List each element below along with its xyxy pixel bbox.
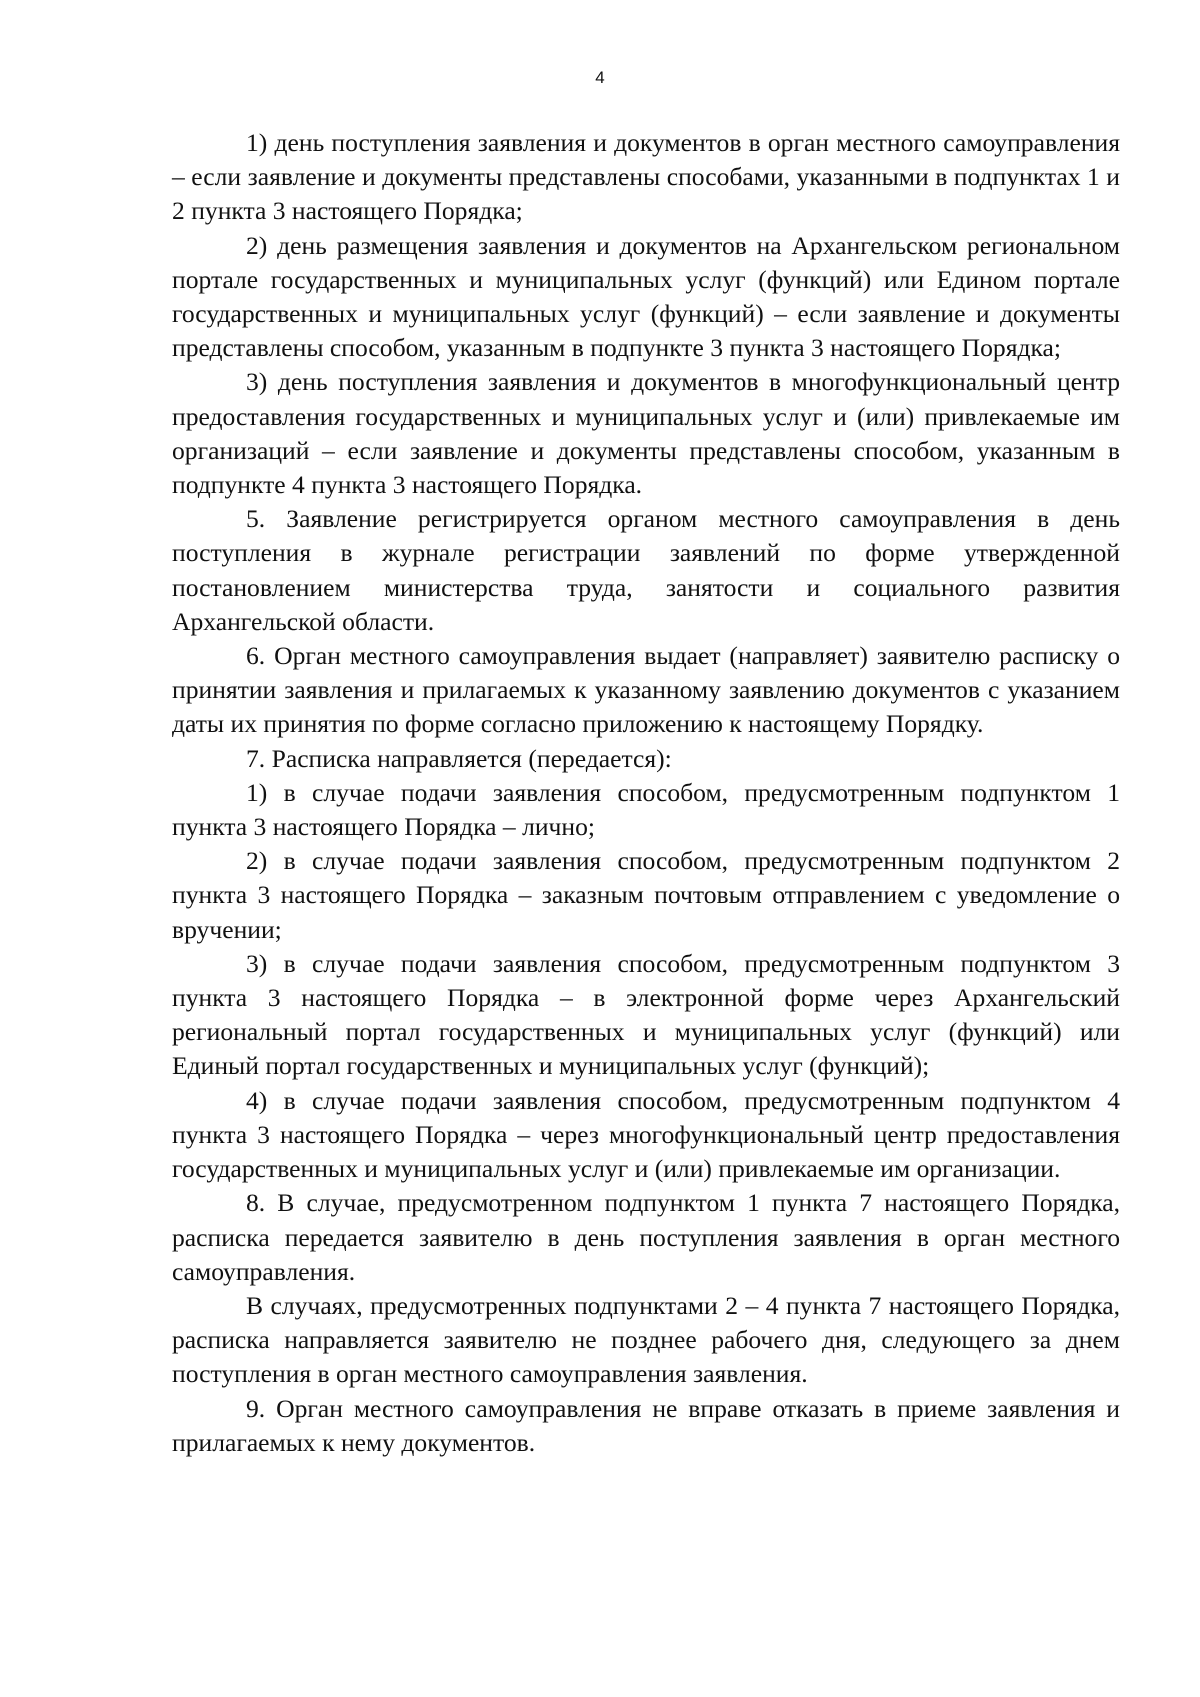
paragraph-7-3: 3) в случае подачи заявления способом, предусмотренным подпунктом 3 пункта 3 настоящего Порядка – в электронной форме через Архангельский региональный портал государственных и муниципальных услуг (функций) или Единый портал государственных и муниципальных услуг (функций); (172, 948, 1120, 1081)
paragraph-9: 9. Орган местного самоуправления не вправе отказать в приеме заявления и прилагаемых к нему документов. (172, 1393, 1120, 1457)
paragraph-8-continued: В случаях, предусмотренных подпунктами 2 – 4 пункта 7 настоящего Порядка, расписка направляется заявителю не позднее рабочего дня, следующего за днем поступления в орган местного самоуправления заявления. (172, 1290, 1120, 1389)
paragraph-4-3: 3) день поступления заявления и документов в многофункциональный центр предоставления государственных и муниципальных услуг и (или) привлекаемые им организаций – если заявление и документы представлены способом, указанным в подпункте 4 пункта 3 настоящего Порядка. (172, 367, 1120, 500)
paragraph-4-2: 2) день размещения заявления и документов на Архангельском региональном портале государственных и муниципальных услуг (функций) или Едином портале государственных и муниципальных услуг (функций) – если заявление и документы представлены способом, указанным в подпункте 3 пункта 3 настоящего Порядка; (172, 230, 1120, 363)
document-body (172, 126, 1120, 1460)
paragraph-7-1: 1) в случае подачи заявления способом, предусмотренным подпунктом 1 пункта 3 настоящего Порядка – лично; (172, 777, 1120, 842)
paragraph-7-2: 2) в случае подачи заявления способом, предусмотренным подпунктом 2 пункта 3 настоящего Порядка – заказным почтовым отправлением с уведомление о вручении; (172, 846, 1120, 944)
paragraph-7-4: 4) в случае подачи заявления способом, предусмотренным подпунктом 4 пункта 3 настоящего Порядка – через многофункциональный центр предоставления государственных и муниципальных услуг и (или) привлекаемые им организации. (172, 1085, 1120, 1184)
paragraph-8: 8. В случае, предусмотренном подпунктом 1 пункта 7 настоящего Порядка, расписка передается заявителю в день поступления заявления в орган местного самоуправления. (172, 1188, 1120, 1286)
paragraph-5: 5. Заявление регистрируется органом местного самоуправления в день поступления в журнале регистрации заявлений по форме утвержденной постановлением министерства труда, занятости и социального развития Архангельской области. (172, 504, 1120, 636)
paragraph-7: 7. Расписка направляется (передается): (246, 743, 672, 773)
page-number: 4 (595, 68, 605, 87)
paragraph-6: 6. Орган местного самоуправления выдает (направляет) заявителю расписку о принятии заявления и прилагаемых к указанному заявлению документов с указанием даты их принятия по форме согласно приложению к настоящему Порядку. (172, 641, 1120, 739)
paragraph-4-1: 1) день поступления заявления и документов в орган местного самоуправления – если заявление и документы представлены способами, указанными в подпунктах 1 и 2 пункта 3 настоящего Порядка; (172, 128, 1120, 226)
